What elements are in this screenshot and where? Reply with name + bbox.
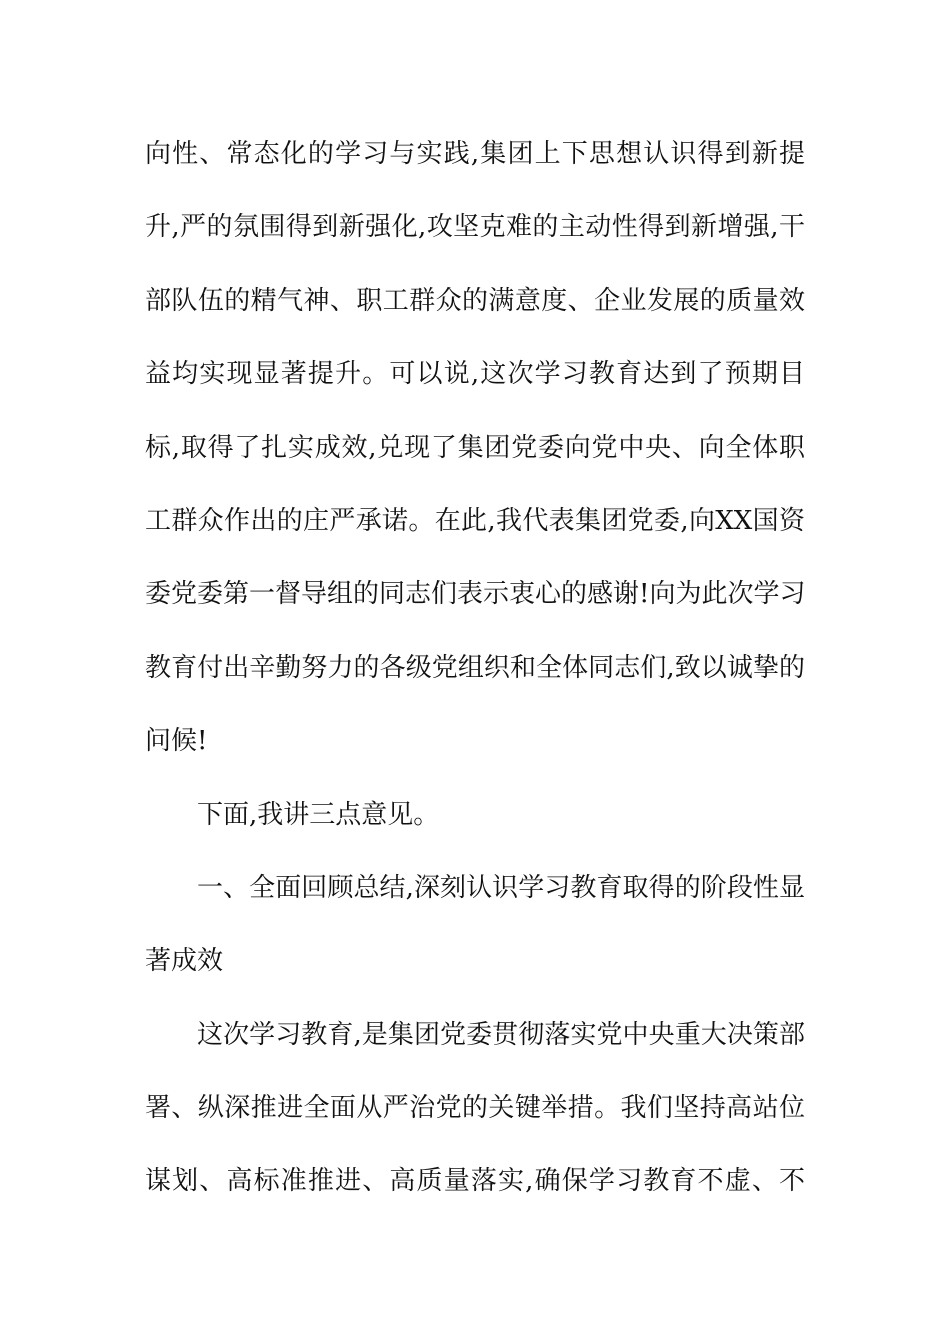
paragraph-line: 问候! (145, 726, 208, 757)
paragraph-line: 益均实现显著提升。可以说,这次学习教育达到了预期目 (145, 359, 805, 390)
paragraph-line: 工群众作出的庄严承诺。在此,我代表集团党委,向XX国资 (145, 505, 805, 536)
paragraph-line: 这次学习教育,是集团党委贯彻落实党中央重大决策部 (197, 1019, 805, 1050)
paragraph-line: 下面,我讲三点意见。 (197, 799, 440, 830)
paragraph-line: 向性、常态化的学习与实践,集团上下思想认识得到新提 (145, 139, 805, 169)
paragraph-line: 标,取得了扎实成效,兑现了集团党委向党中央、向全体职 (145, 432, 805, 463)
document-body (145, 128, 805, 1229)
paragraph-line: 教育付出辛勤努力的各级党组织和全体同志们,致以诚挚的 (145, 652, 805, 683)
section-heading-line: 一、全面回顾总结,深刻认识学习教育取得的阶段性显 (197, 872, 805, 903)
paragraph-line: 委党委第一督导组的同志们表示衷心的感谢!向为此次学习 (145, 579, 806, 610)
paragraph-line: 谋划、高标准推进、高质量落实,确保学习教育不虚、不 (145, 1166, 805, 1197)
paragraph-line: 署、纵深推进全面从严治党的关键举措。我们坚持高站位 (145, 1093, 805, 1124)
paragraph-line: 升,严的氛围得到新强化,攻坚克难的主动性得到新增强,干 (145, 212, 805, 243)
paragraph-line: 部队伍的精气神、职工群众的满意度、企业发展的质量效 (145, 285, 805, 316)
section-heading-line: 著成效 (145, 946, 224, 977)
